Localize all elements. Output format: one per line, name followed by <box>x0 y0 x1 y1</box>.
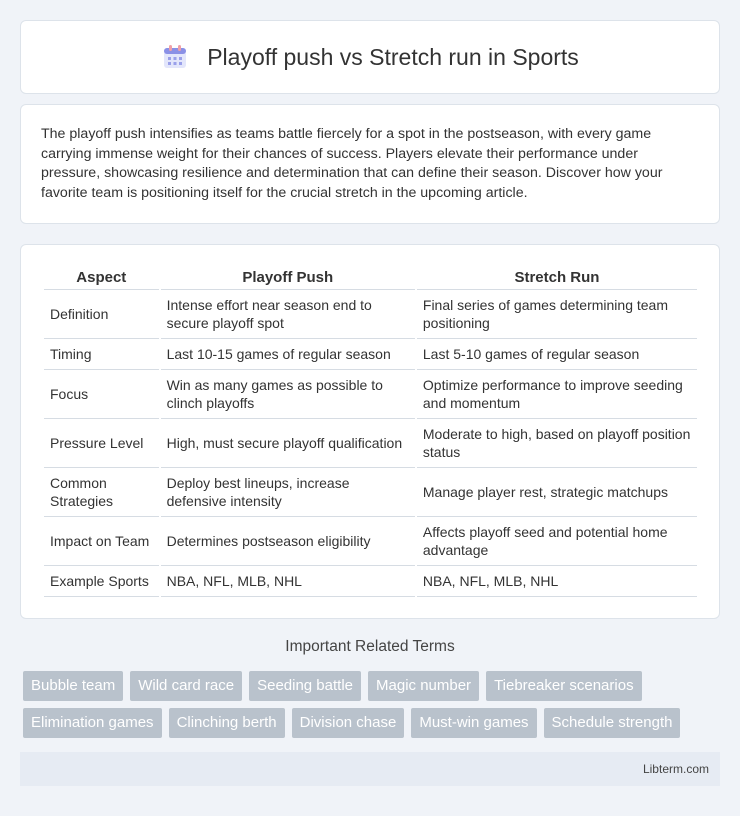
table-header-row <box>44 267 697 290</box>
table-row <box>44 339 697 370</box>
table-row <box>44 468 697 517</box>
related-term-tag[interactable]: Wild card race <box>130 671 242 701</box>
row-aspect: Impact on Team <box>44 517 159 566</box>
header-stretch-run: Stretch Run <box>417 267 697 290</box>
table-row <box>44 566 697 597</box>
related-term-tag[interactable]: Must-win games <box>411 708 536 738</box>
footer-bar <box>20 752 720 786</box>
page-title: Playoff push vs Stretch run in Sports <box>207 43 579 70</box>
related-term-tag[interactable]: Seeding battle <box>249 671 361 701</box>
row-aspect: Pressure Level <box>44 419 159 468</box>
footer-site-link[interactable]: Libterm.com <box>642 762 709 776</box>
row-stretch-run: Manage player rest, strategic matchups <box>417 468 697 517</box>
related-term-tag[interactable]: Division chase <box>292 708 405 738</box>
row-stretch-run: Optimize performance to improve seeding and momentum <box>417 370 697 419</box>
comparison-table-card <box>20 244 720 619</box>
header-aspect: Aspect <box>44 267 159 290</box>
row-playoff-push: High, must secure playoff qualification <box>161 419 415 468</box>
related-term-tag[interactable]: Magic number <box>368 671 479 701</box>
related-term-tag[interactable]: Elimination games <box>23 708 162 738</box>
row-aspect: Example Sports <box>44 566 159 597</box>
header-card <box>20 20 720 94</box>
related-term-tag[interactable]: Schedule strength <box>544 708 681 738</box>
row-stretch-run: Final series of games determining team positioning <box>417 290 697 339</box>
row-aspect: Definition <box>44 290 159 339</box>
row-playoff-push: Win as many games as possible to clinch playoffs <box>161 370 415 419</box>
related-term-tag[interactable]: Tiebreaker scenarios <box>486 671 642 701</box>
row-playoff-push: NBA, NFL, MLB, NHL <box>161 566 415 597</box>
row-playoff-push: Determines postseason eligibility <box>161 517 415 566</box>
related-term-tag[interactable]: Clinching berth <box>169 708 285 738</box>
table-row <box>44 517 697 566</box>
intro-paragraph: The playoff push intensifies as teams battle fiercely for a spot in the postseason, with every game carrying immense weight for their chances of success. Players elevate their performance under pressure, showcasing resilience and determination that can define their season. Discover how your favorite team is positioning itself for the crucial stretch in the upcoming article. <box>41 126 663 201</box>
row-aspect: Timing <box>44 339 159 370</box>
row-stretch-run: Affects playoff seed and potential home advantage <box>417 517 697 566</box>
comparison-table <box>42 267 699 597</box>
table-row <box>44 290 697 339</box>
row-aspect: Common Strategies <box>44 468 159 517</box>
related-terms-title: Important Related Terms <box>285 638 455 655</box>
table-row <box>44 419 697 468</box>
intro-card <box>20 104 720 224</box>
row-playoff-push: Last 10-15 games of regular season <box>161 339 415 370</box>
row-stretch-run: Moderate to high, based on playoff position status <box>417 419 697 468</box>
title-wrap <box>161 43 579 71</box>
row-aspect: Focus <box>44 370 159 419</box>
row-playoff-push: Intense effort near season end to secure playoff spot <box>161 290 415 339</box>
row-stretch-run: NBA, NFL, MLB, NHL <box>417 566 697 597</box>
related-terms-row-2 <box>23 708 723 738</box>
row-playoff-push: Deploy best lineups, increase defensive intensity <box>161 468 415 517</box>
header-playoff-push: Playoff Push <box>161 267 415 290</box>
related-term-tag[interactable]: Bubble team <box>23 671 123 701</box>
calendar-icon <box>161 43 189 71</box>
table-row <box>44 370 697 419</box>
related-terms-row-1 <box>23 671 723 701</box>
row-stretch-run: Last 5-10 games of regular season <box>417 339 697 370</box>
